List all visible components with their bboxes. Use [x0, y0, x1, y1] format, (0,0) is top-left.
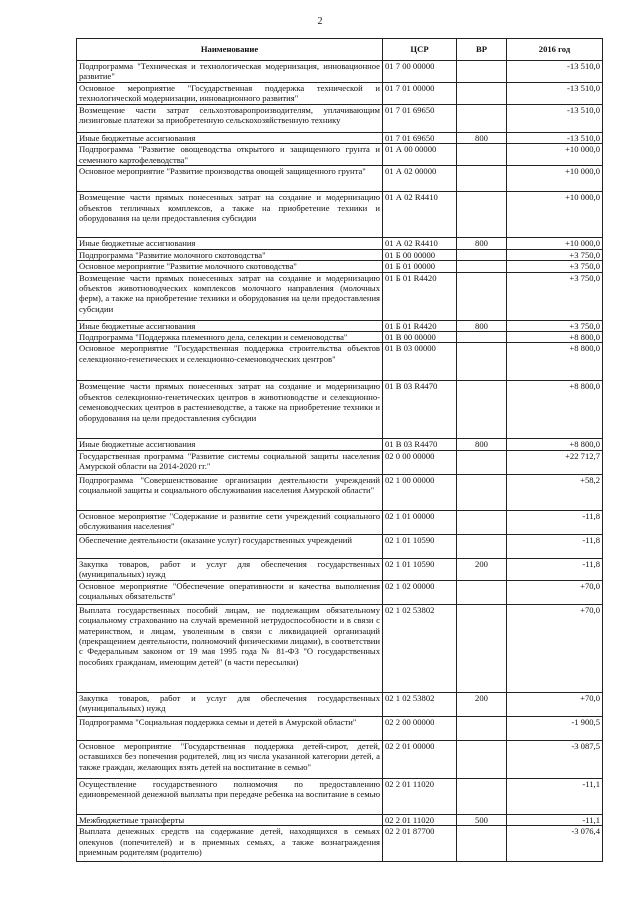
- row-csr-cell: 02 2 01 11020: [383, 778, 457, 814]
- row-name-cell: Возмещение части затрат сельхозтоваропроизводителям, уплачивающим лизинговые платежи за приобретенную сельскохозяйственную технику: [77, 105, 383, 133]
- row-name-cell: Возмещение части прямых понесенных затрат на создание и модернизацию объектов тепличных комплексов, а также на приобретение техники и оборудования на цели предоставления субсидии: [77, 192, 383, 238]
- row-csr-cell: 02 1 01 10590: [383, 534, 457, 558]
- row-name-cell: Основное мероприятие "Государственная поддержка строительства объектов селекционно-генетических и селекционно-семеноводческих центров": [77, 343, 383, 381]
- row-name-cell: Подпрограмма "Совершенствование организации деятельности учреждений социальной защиты и социального обслуживания населения Амурской области": [77, 474, 383, 510]
- row-csr-cell: 01 Б 01 R4420: [383, 320, 457, 331]
- table-row: [77, 105, 603, 133]
- row-csr-cell: 01 В 03 R4470: [383, 381, 457, 439]
- row-vr-cell: [457, 778, 507, 814]
- table-row: [77, 332, 603, 343]
- table-row: [77, 692, 603, 716]
- row-amount-cell: +3 750,0: [507, 249, 603, 260]
- row-csr-cell: 02 0 00 00000: [383, 450, 457, 474]
- budget-table: [76, 38, 603, 862]
- row-csr-cell: 02 1 02 53802: [383, 604, 457, 692]
- header-vr: ВР: [457, 39, 507, 61]
- row-vr-cell: [457, 166, 507, 192]
- row-vr-cell: [457, 272, 507, 320]
- row-csr-cell: 01 Б 00 00000: [383, 249, 457, 260]
- row-name-cell: Основное мероприятие "Обеспечение оперативности и качества выполнения социальных обязательств": [77, 580, 383, 604]
- row-name-cell: Выплата денежных средств на содержание детей, находящихся в семьях опекунов (попечителей) и в приемных семьях, а также вознаграждения приемным родителям (родителю): [77, 826, 383, 862]
- row-csr-cell: 02 1 02 00000: [383, 580, 457, 604]
- table-row: [77, 272, 603, 320]
- row-vr-cell: [457, 332, 507, 343]
- table-row: [77, 320, 603, 331]
- row-amount-cell: -13 510,0: [507, 61, 603, 83]
- row-amount-cell: -11,8: [507, 510, 603, 534]
- row-vr-cell: [457, 580, 507, 604]
- row-vr-cell: [457, 61, 507, 83]
- row-amount-cell: -11,8: [507, 534, 603, 558]
- row-name-cell: Закупка товаров, работ и услуг для обеспечения государственных (муниципальных) нужд: [77, 558, 383, 580]
- table-row: [77, 740, 603, 778]
- table-row: [77, 604, 603, 692]
- row-amount-cell: +10 000,0: [507, 166, 603, 192]
- table-row: [77, 343, 603, 381]
- table-row: [77, 249, 603, 260]
- row-amount-cell: -1 900,5: [507, 716, 603, 740]
- row-amount-cell: +8 800,0: [507, 343, 603, 381]
- row-name-cell: Основное мероприятие "Содержание и развитие сети учреждений социального обслуживания населения": [77, 510, 383, 534]
- row-vr-cell: 800: [457, 320, 507, 331]
- row-name-cell: Обеспечение деятельности (оказание услуг) государственных учреждений: [77, 534, 383, 558]
- row-amount-cell: +70,0: [507, 580, 603, 604]
- row-name-cell: Иные бюджетные ассигнования: [77, 320, 383, 331]
- table-row: [77, 439, 603, 450]
- table-row: [77, 238, 603, 249]
- table-row: [77, 144, 603, 166]
- table-row: [77, 474, 603, 510]
- table-row: [77, 534, 603, 558]
- row-csr-cell: 01 А 02 R4410: [383, 238, 457, 249]
- row-amount-cell: -3 087,5: [507, 740, 603, 778]
- row-csr-cell: 01 В 03 00000: [383, 343, 457, 381]
- row-csr-cell: 01 А 00 00000: [383, 144, 457, 166]
- table-header-row: [77, 39, 603, 61]
- row-name-cell: Межбюджетные трансферты: [77, 814, 383, 825]
- row-vr-cell: [457, 105, 507, 133]
- row-vr-cell: [457, 740, 507, 778]
- row-vr-cell: [457, 381, 507, 439]
- row-vr-cell: 500: [457, 814, 507, 825]
- row-amount-cell: -13 510,0: [507, 105, 603, 133]
- header-csr: ЦСР: [383, 39, 457, 61]
- row-name-cell: Основное мероприятие "Государственная поддержка детей-сирот, детей, оставшихся без попечения родителей, лиц из числа указанной категории детей, а также граждан, желающих взять детей на воспитание в семью": [77, 740, 383, 778]
- row-csr-cell: 01 7 01 69650: [383, 105, 457, 133]
- row-amount-cell: -11,1: [507, 814, 603, 825]
- page-number: 2: [317, 16, 323, 27]
- row-csr-cell: 01 В 00 00000: [383, 332, 457, 343]
- row-csr-cell: 01 Б 01 R4420: [383, 272, 457, 320]
- row-vr-cell: 800: [457, 439, 507, 450]
- header-year: 2016 год: [507, 39, 603, 61]
- table-row: [77, 133, 603, 144]
- table-row: [77, 192, 603, 238]
- row-amount-cell: -11,8: [507, 558, 603, 580]
- table-row: [77, 261, 603, 272]
- row-csr-cell: 01 А 02 R4410: [383, 192, 457, 238]
- row-csr-cell: 01 В 03 R4470: [383, 439, 457, 450]
- table-body: [77, 61, 603, 862]
- table-row: [77, 716, 603, 740]
- row-amount-cell: -13 510,0: [507, 133, 603, 144]
- row-vr-cell: 200: [457, 558, 507, 580]
- row-csr-cell: 01 7 00 00000: [383, 61, 457, 83]
- row-amount-cell: +22 712,7: [507, 450, 603, 474]
- row-name-cell: Возмещение части прямых понесенных затрат на создание и модернизацию объектов селекционно-генетических центров в животноводстве и селекционно-семеноводческих центров в растениеводстве, а также на приобретение техники и оборудования на цели предоставления субсидии: [77, 381, 383, 439]
- row-name-cell: Возмещение части прямых понесенных затрат на создание и модернизацию объектов животноводческих комплексов молочного направления (молочных ферм), а также на приобретение техники и оборудования на цели предоставления субсидии: [77, 272, 383, 320]
- row-name-cell: Основное мероприятие "Государственная поддержка технической и технологической модернизации, инновационного развития": [77, 83, 383, 105]
- row-name-cell: Иные бюджетные ассигнования: [77, 439, 383, 450]
- row-csr-cell: 02 2 01 00000: [383, 740, 457, 778]
- row-name-cell: Подпрограмма "Развитие овощеводства открытого и защищенного грунта и семенного картофелеводства": [77, 144, 383, 166]
- row-amount-cell: +10 000,0: [507, 192, 603, 238]
- table-row: [77, 166, 603, 192]
- table-row: [77, 826, 603, 862]
- row-amount-cell: +8 800,0: [507, 439, 603, 450]
- row-name-cell: Подпрограмма "Техническая и технологическая модернизация, инновационное развитие": [77, 61, 383, 83]
- row-amount-cell: +70,0: [507, 692, 603, 716]
- table-row: [77, 381, 603, 439]
- row-vr-cell: [457, 474, 507, 510]
- row-name-cell: Подпрограмма "Развитие молочного скотоводства": [77, 249, 383, 260]
- row-name-cell: Подпрограмма "Социальная поддержка семьи и детей в Амурской области": [77, 716, 383, 740]
- row-csr-cell: 02 2 00 00000: [383, 716, 457, 740]
- row-amount-cell: +70,0: [507, 604, 603, 692]
- row-csr-cell: 02 1 02 53802: [383, 692, 457, 716]
- row-amount-cell: +10 000,0: [507, 144, 603, 166]
- row-vr-cell: [457, 261, 507, 272]
- row-vr-cell: 200: [457, 692, 507, 716]
- row-amount-cell: +3 750,0: [507, 320, 603, 331]
- row-name-cell: Основное мероприятие "Развитие молочного скотоводства": [77, 261, 383, 272]
- row-name-cell: Осуществление государственного полномочия по предоставлению единовременной денежной выплаты при передаче ребенка на воспитание в семью: [77, 778, 383, 814]
- row-name-cell: Иные бюджетные ассигнования: [77, 238, 383, 249]
- row-amount-cell: -3 076,4: [507, 826, 603, 862]
- row-amount-cell: +3 750,0: [507, 272, 603, 320]
- table-row: [77, 778, 603, 814]
- row-name-cell: Подпрограмма "Поддержка племенного дела, селекции и семеноводства": [77, 332, 383, 343]
- row-csr-cell: 01 Б 01 00000: [383, 261, 457, 272]
- row-csr-cell: 02 2 01 87700: [383, 826, 457, 862]
- row-csr-cell: 02 2 01 11020: [383, 814, 457, 825]
- row-csr-cell: 01 7 01 69650: [383, 133, 457, 144]
- row-name-cell: Основное мероприятие "Развитие производства овощей защищенного грунта": [77, 166, 383, 192]
- row-csr-cell: 02 1 01 10590: [383, 558, 457, 580]
- row-csr-cell: 02 1 01 00000: [383, 510, 457, 534]
- row-vr-cell: [457, 510, 507, 534]
- table-row: [77, 558, 603, 580]
- row-vr-cell: [457, 192, 507, 238]
- row-name-cell: Выплата государственных пособий лицам, не подлежащим обязательному социальному страхованию на случай временной нетрудоспособности и в связи с материнством, и лицам, уволенным в связи с ликвидацией организаций (прекращением деятельности, полномочий физическими лицами), в соответствии с Федеральным законом от 19 мая 1995 года № 81-ФЗ "О государственных пособиях гражданам, имеющим детей" (в части пересылки): [77, 604, 383, 692]
- row-amount-cell: +58,2: [507, 474, 603, 510]
- row-vr-cell: [457, 450, 507, 474]
- row-vr-cell: [457, 144, 507, 166]
- row-vr-cell: [457, 826, 507, 862]
- row-amount-cell: -11,1: [507, 778, 603, 814]
- header-name: Наименование: [77, 39, 383, 61]
- row-name-cell: Закупка товаров, работ и услуг для обеспечения государственных (муниципальных) нужд: [77, 692, 383, 716]
- row-csr-cell: 01 7 01 00000: [383, 83, 457, 105]
- table-row: [77, 510, 603, 534]
- row-amount-cell: +8 800,0: [507, 381, 603, 439]
- row-vr-cell: 800: [457, 133, 507, 144]
- table-row: [77, 450, 603, 474]
- row-vr-cell: [457, 343, 507, 381]
- row-vr-cell: [457, 604, 507, 692]
- row-csr-cell: 02 1 00 00000: [383, 474, 457, 510]
- table-row: [77, 61, 603, 83]
- row-vr-cell: 800: [457, 238, 507, 249]
- row-vr-cell: [457, 83, 507, 105]
- row-amount-cell: -13 510,0: [507, 83, 603, 105]
- row-vr-cell: [457, 534, 507, 558]
- row-amount-cell: +3 750,0: [507, 261, 603, 272]
- row-amount-cell: +10 000,0: [507, 238, 603, 249]
- table-row: [77, 580, 603, 604]
- row-vr-cell: [457, 249, 507, 260]
- row-amount-cell: +8 800,0: [507, 332, 603, 343]
- table-row: [77, 83, 603, 105]
- row-name-cell: Государственная программа "Развитие системы социальной защиты населения Амурской области на 2014-2020 гг.": [77, 450, 383, 474]
- row-vr-cell: [457, 716, 507, 740]
- table-row: [77, 814, 603, 825]
- row-name-cell: Иные бюджетные ассигнования: [77, 133, 383, 144]
- row-csr-cell: 01 А 02 00000: [383, 166, 457, 192]
